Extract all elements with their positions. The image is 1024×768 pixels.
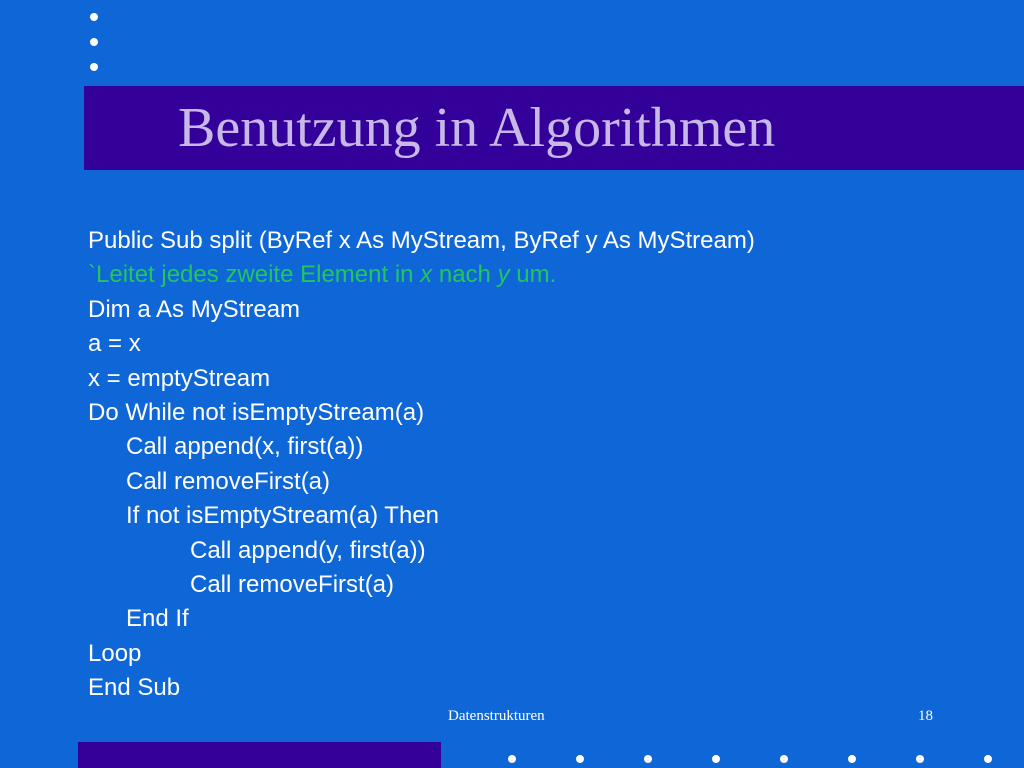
- bottom-bar: [78, 742, 441, 768]
- decorative-dot: [90, 13, 98, 21]
- code-line: Call append(x, first(a)): [126, 433, 364, 461]
- code-line: x = emptyStream: [88, 364, 271, 392]
- page-number: 18: [918, 708, 933, 724]
- code-line: Do While not isEmptyStream(a): [88, 398, 425, 426]
- decorative-dot: [848, 755, 856, 763]
- code-line: If not isEmptyStream(a) Then: [126, 502, 440, 530]
- code-line: a = x: [88, 330, 141, 358]
- code-line: End If: [126, 605, 189, 633]
- code-line: Public Sub split (ByRef x As MyStream, ByRef y As MyStream): [88, 227, 755, 254]
- code-line: Call removeFirst(a): [190, 570, 395, 598]
- comment-var-y: y: [497, 261, 510, 289]
- decorative-dot: [780, 755, 788, 763]
- footer-title: Datenstrukturen: [448, 708, 545, 724]
- code-line: Loop: [88, 639, 142, 667]
- code-line: End Sub: [88, 674, 181, 702]
- code-block: [88, 224, 755, 705]
- code-comment: [88, 258, 755, 292]
- decorative-dot: [90, 63, 98, 71]
- decorative-dot: [90, 38, 98, 46]
- decorative-dot: [644, 755, 652, 763]
- decorative-dot: [916, 755, 924, 763]
- code-line: Dim a As MyStream: [88, 295, 301, 323]
- slide-title: Benutzung in Algorithmen: [178, 97, 776, 159]
- code-line: Call append(y, first(a)): [190, 536, 426, 564]
- code-line: Call removeFirst(a): [126, 467, 331, 495]
- comment-text: nach: [432, 261, 498, 289]
- decorative-dot: [984, 755, 992, 763]
- decorative-dot: [576, 755, 584, 763]
- decorative-dot: [712, 755, 720, 763]
- comment-text: um.: [509, 261, 557, 289]
- comment-var-x: x: [420, 261, 433, 289]
- comment-text: `Leitet jedes zweite Element in: [88, 261, 421, 289]
- decorative-dot: [508, 755, 516, 763]
